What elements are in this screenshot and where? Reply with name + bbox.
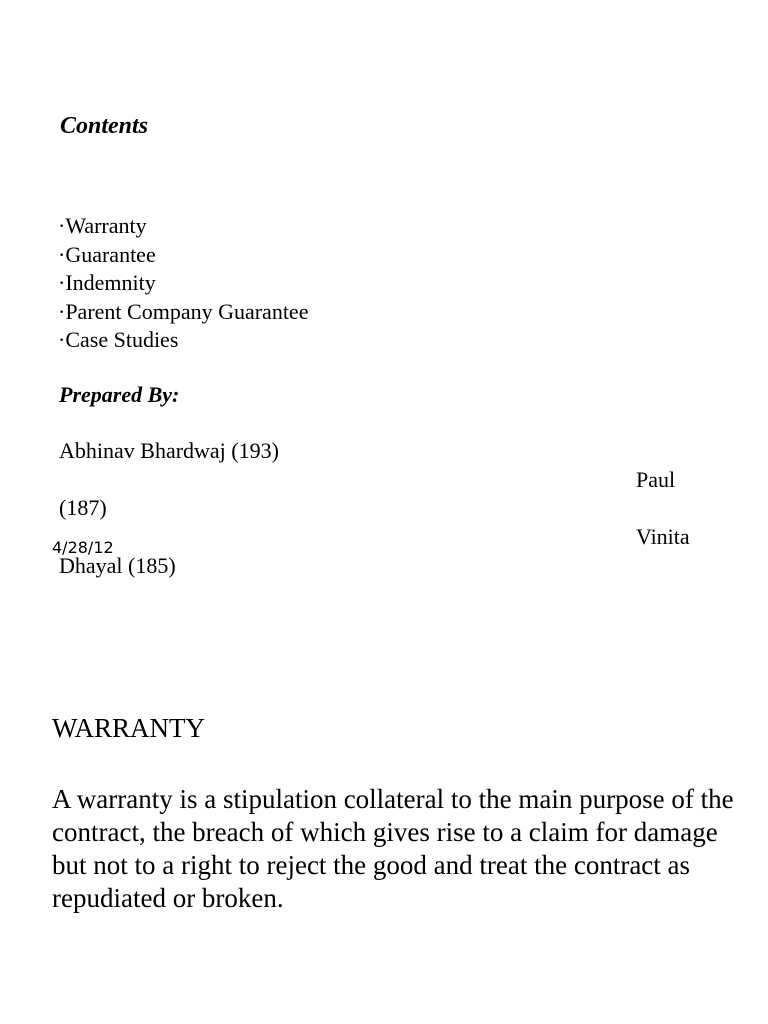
author-line: Vinita (636, 524, 690, 549)
prepared-by-label: Prepared By: (59, 382, 180, 407)
contents-item-warranty: ·Warranty (58, 213, 147, 238)
contents-item-guarantee: ·Guarantee (58, 241, 156, 267)
author-line: Paul (636, 467, 676, 492)
section-heading: WARRANTY (52, 713, 205, 743)
contents-item-parent-company-guarantee: ·Parent Company Guarantee (58, 298, 309, 324)
section-body-text: A warranty is a stipulation collateral to the main purpose of the contract, the breach of which gives rise to a claim for damage but not to a right to reject the good and treat the contract as repudiated or broken. (52, 784, 734, 913)
date-stamp: 4/28/12 (52, 538, 114, 557)
author-line: Dhayal (185) (59, 553, 176, 578)
contents-heading: Contents (60, 113, 149, 139)
contents-list (58, 212, 308, 355)
author-line: (187) (59, 495, 107, 520)
contents-item-indemnity: ·Indemnity (58, 270, 156, 295)
author-line: Abhinav Bhardwaj (193) (59, 438, 279, 463)
contents-item-case-studies: ·Case Studies (58, 327, 179, 352)
